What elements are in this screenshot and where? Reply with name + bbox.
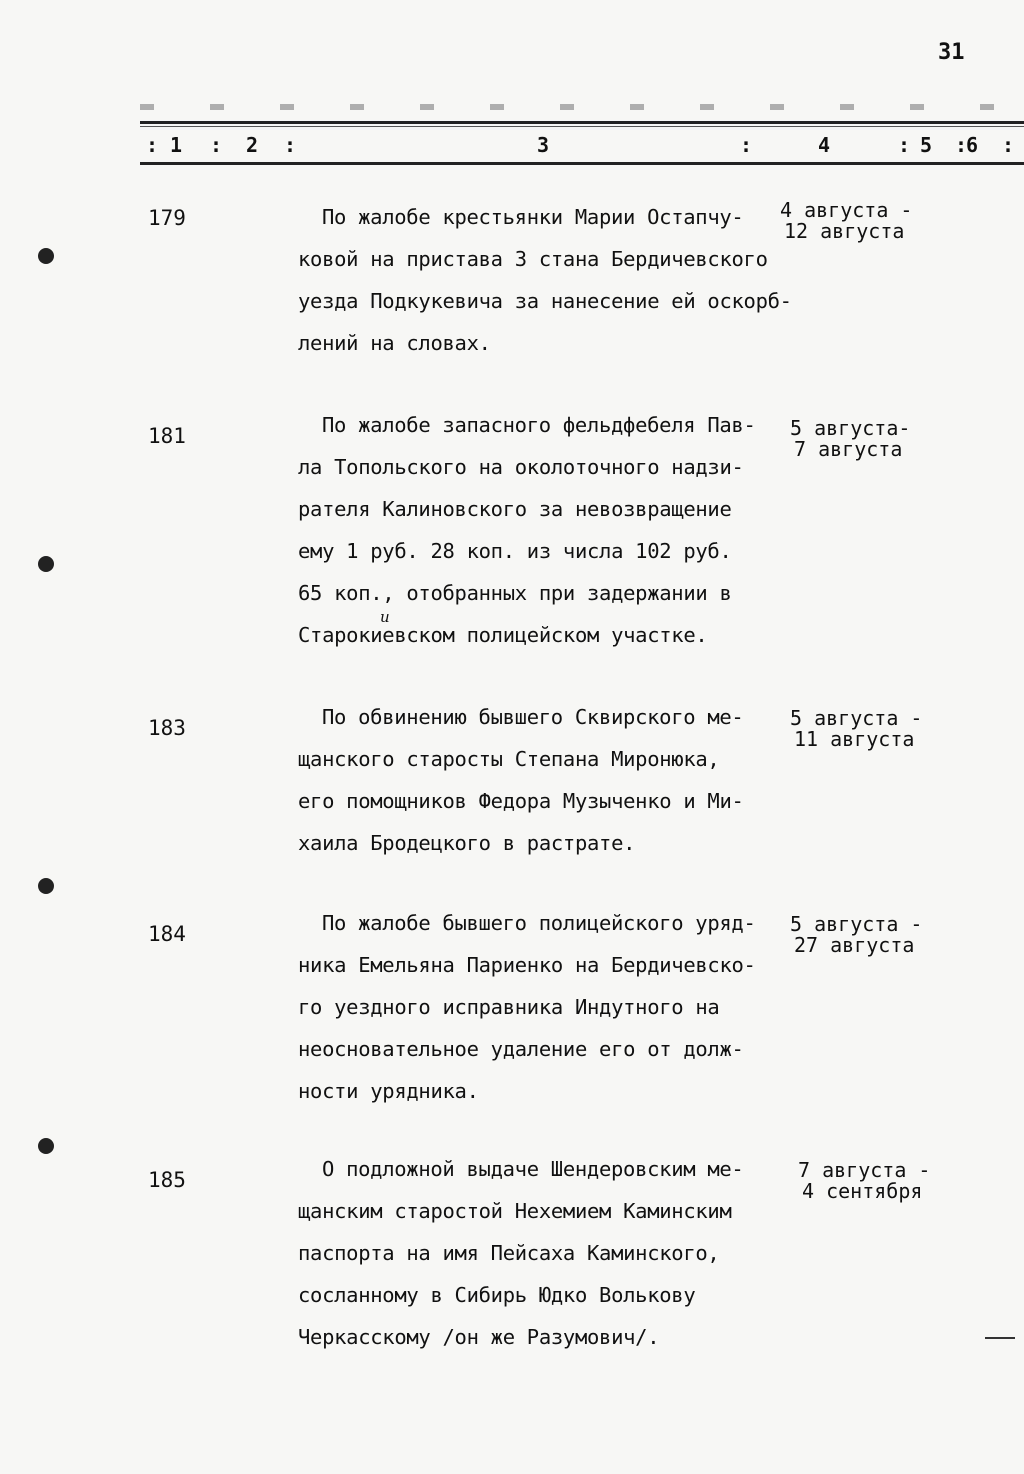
- entry-number: 183: [148, 716, 186, 740]
- entry-dates: [790, 708, 922, 750]
- entry-line: рателя Калиновского за невозвращение: [298, 497, 732, 521]
- col-sep: :: [210, 133, 223, 157]
- date-from: 7 августа -: [798, 1158, 931, 1182]
- column-header-3: 3: [537, 133, 550, 157]
- entry-line: хаила Бродецкого в растрате.: [298, 831, 636, 855]
- column-header-5: 5: [920, 133, 933, 157]
- column-header-4: 4: [818, 133, 831, 157]
- entry-line: 65 коп., отобранных при задержании в: [298, 581, 732, 605]
- entry-line: уезда Подкукевича за нанесение ей оскорб-: [298, 289, 792, 313]
- header-dashes: [140, 104, 1024, 110]
- entry-dates: [790, 914, 922, 956]
- date-to: 7 августа: [794, 437, 903, 461]
- header-rule-bottom: [140, 162, 1024, 165]
- entry-line: его помощников Федора Музыченко и Ми-: [298, 789, 744, 813]
- entry-line: лений на словах.: [298, 331, 491, 355]
- punch-hole: [38, 556, 54, 572]
- column-header-2: 2: [246, 133, 259, 157]
- header-rule-top-thin: [140, 126, 1024, 127]
- entry-line: паспорта на имя Пейсаха Каминского,: [298, 1241, 720, 1265]
- entry-line: неосновательное удаление его от долж-: [298, 1037, 744, 1061]
- col-sep: :: [284, 133, 297, 157]
- date-to: 27 августа: [794, 933, 915, 957]
- entry-line: По жалобе бывшего полицейского уряд-: [322, 911, 756, 935]
- punch-hole: [38, 248, 54, 264]
- entry-line: щанским старостой Нехемием Каминским: [298, 1199, 732, 1223]
- col-sep: :: [1002, 133, 1015, 157]
- entry-line: щанского старосты Степана Миронюка,: [298, 747, 720, 771]
- margin-mark: [985, 1337, 1015, 1339]
- entry-line: сосланному в Сибирь Юдко Волькову: [298, 1283, 696, 1307]
- entry-line: О подложной выдаче Шендеровским ме-: [322, 1157, 744, 1181]
- entry-line: ковой на пристава 3 стана Бердичевского: [298, 247, 768, 271]
- date-to: 11 августа: [794, 727, 915, 751]
- column-header-1: 1: [170, 133, 183, 157]
- entry-line: Черкасскому /он же Разумович/.: [298, 1325, 660, 1349]
- entry-number: 185: [148, 1168, 186, 1192]
- entry-dates: [798, 1160, 930, 1202]
- entry-line: Старокиевском полицейском участке.: [298, 623, 708, 647]
- date-from: 5 августа-: [790, 416, 911, 440]
- entry-text: [298, 404, 798, 656]
- col-sep: :: [955, 133, 968, 157]
- handwritten-correction: и: [380, 608, 390, 626]
- date-to: 12 августа: [784, 219, 905, 243]
- col-sep: :: [740, 133, 753, 157]
- entry-text: [298, 1148, 798, 1358]
- date-from: 4 августа -: [780, 198, 913, 222]
- entry-line: По жалобе крестьянки Марии Остапчу-: [322, 205, 744, 229]
- entry-number: 179: [148, 206, 186, 230]
- entry-text: [298, 196, 798, 364]
- punch-hole: [38, 878, 54, 894]
- header-rule-top: [140, 121, 1024, 124]
- date-from: 5 августа -: [790, 912, 923, 936]
- date-to: 4 сентября: [802, 1179, 923, 1203]
- entry-number: 181: [148, 424, 186, 448]
- entry-line: го уездного исправника Индутного на: [298, 995, 720, 1019]
- column-header-6: 6: [966, 133, 979, 157]
- punch-hole: [38, 1138, 54, 1154]
- col-sep: :: [146, 133, 159, 157]
- entry-number: 184: [148, 922, 186, 946]
- col-sep: :: [898, 133, 911, 157]
- entry-text: [298, 902, 798, 1112]
- page-number: 31: [938, 40, 965, 65]
- entry-line: По обвинению бывшего Сквирского ме-: [322, 705, 744, 729]
- entry-line: ника Емельяна Париенко на Бердичевско-: [298, 953, 756, 977]
- date-from: 5 августа -: [790, 706, 923, 730]
- entry-line: ла Топольского на околоточного надзи-: [298, 455, 744, 479]
- entry-line: ности урядника.: [298, 1079, 479, 1103]
- entry-text: [298, 696, 798, 864]
- entry-line: По жалобе запасного фельдфебеля Пав-: [322, 413, 756, 437]
- entry-dates: [780, 200, 912, 242]
- entry-dates: [790, 418, 910, 460]
- entry-line: ему 1 руб. 28 коп. из числа 102 руб.: [298, 539, 732, 563]
